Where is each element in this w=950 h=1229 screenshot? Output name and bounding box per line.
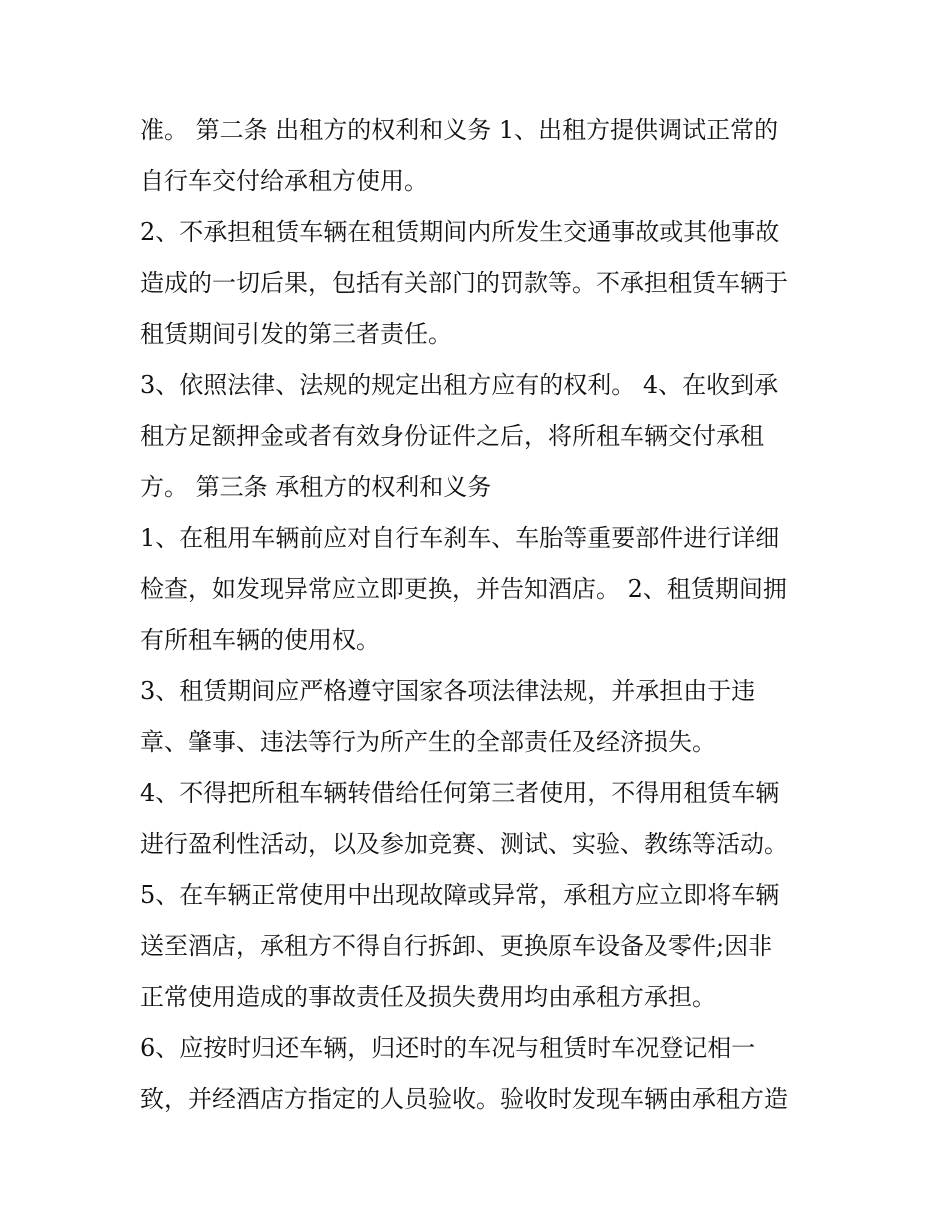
text-line-4: 造成的一切后果，包括有关部门的罚款等。不承担租赁车辆于 xyxy=(140,269,788,297)
text-line-1: 准。 第二条 出租方的权利和义务 1、出租方提供调试正常的 xyxy=(140,116,779,144)
text-line-13: 章、肇事、违法等行为所产生的全部责任及经济损失。 xyxy=(140,728,716,756)
text-line-16: 5、在车辆正常使用中出现故障或异常，承租方应立即将车辆 xyxy=(140,881,780,909)
text-line-19: 6、应按时归还车辆，归还时的车况与租赁时车况登记相一 xyxy=(140,1034,756,1062)
text-line-8: 方。 第三条 承租方的权利和义务 xyxy=(140,473,492,501)
text-line-17: 送至酒店，承租方不得自行拆卸、更换原车设备及零件;因非 xyxy=(140,932,773,960)
document-body xyxy=(140,105,830,1125)
text-line-14: 4、不得把所租车辆转借给任何第三者使用，不得用租赁车辆 xyxy=(140,779,780,807)
text-line-18: 正常使用造成的事故责任及损失费用均由承租方承担。 xyxy=(140,983,716,1011)
text-line-7: 租方足额押金或者有效身份证件之后，将所租车辆交付承租 xyxy=(140,422,764,450)
text-line-2: 自行车交付给承租方使用。 xyxy=(140,167,428,195)
text-line-15: 进行盈利性活动，以及参加竞赛、测试、实验、教练等活动。 xyxy=(140,830,788,858)
text-line-6: 3、依照法律、法规的规定出租方应有的权利。 4、在收到承 xyxy=(140,371,779,399)
text-line-12: 3、租赁期间应严格遵守国家各项法律法规，并承担由于违 xyxy=(140,677,756,705)
text-line-3: 2、不承担租赁车辆在租赁期间内所发生交通事故或其他事故 xyxy=(140,218,780,246)
text-line-10: 检查，如发现异常应立即更换，并告知酒店。 2、租赁期间拥 xyxy=(140,575,787,603)
text-line-5: 租赁期间引发的第三者责任。 xyxy=(140,320,452,348)
text-line-20: 致，并经酒店方指定的人员验收。验收时发现车辆由承租方造 xyxy=(140,1085,788,1113)
text-line-9: 1、在租用车辆前应对自行车刹车、车胎等重要部件进行详细 xyxy=(140,524,780,552)
text-line-11: 有所租车辆的使用权。 xyxy=(140,626,380,654)
